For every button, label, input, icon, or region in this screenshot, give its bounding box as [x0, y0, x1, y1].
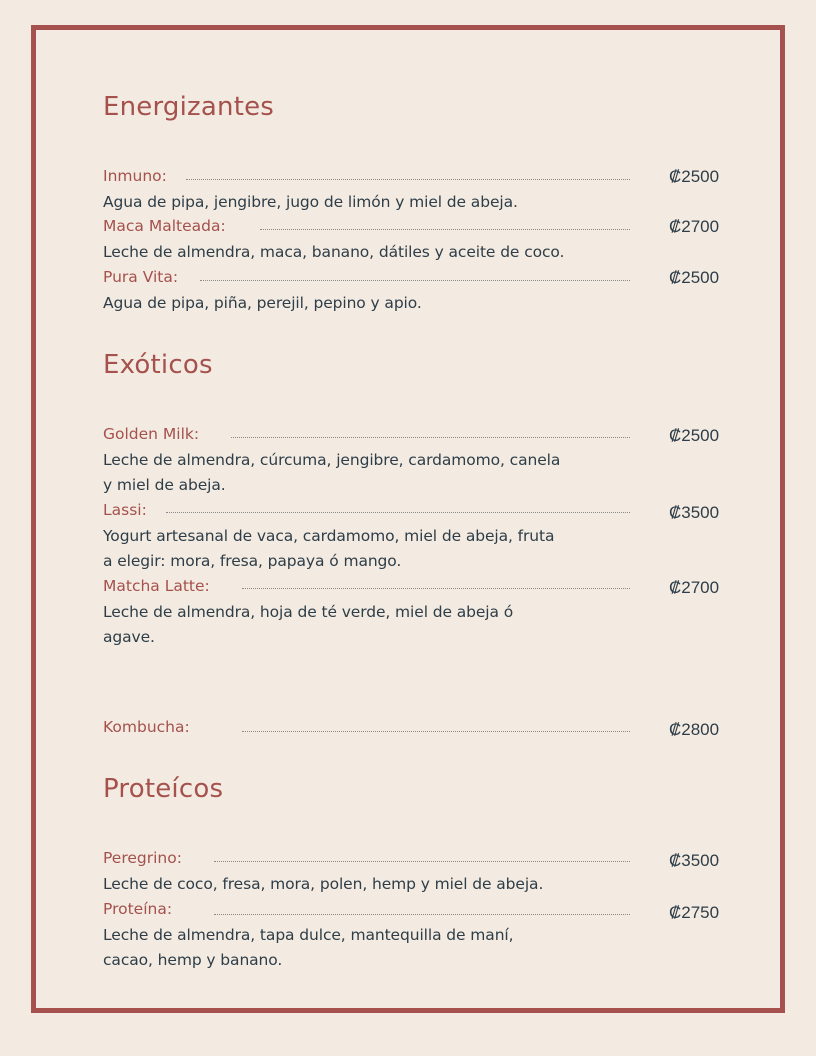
dot-leader: [260, 229, 630, 230]
description-line: Leche de almendra, hoja de té verde, miel de abeja ó: [103, 603, 514, 621]
description-line: y miel de abeja.: [103, 476, 226, 494]
description-line: agave.: [103, 628, 155, 646]
item-name-kombucha: Kombucha:: [103, 718, 190, 736]
dot-leader: [242, 731, 630, 732]
item-price-matcha-latte: ₡2700: [669, 578, 720, 597]
item-price-pura-vita: ₡2500: [669, 268, 720, 287]
item-price-proteina: ₡2750: [669, 903, 720, 922]
item-price-maca-malteada: ₡2700: [669, 217, 720, 236]
item-name-maca-malteada: Maca Malteada:: [103, 217, 226, 235]
item-description-proteina: [103, 923, 603, 973]
dot-leader: [200, 280, 630, 281]
dot-leader: [231, 437, 630, 438]
item-name-matcha-latte: Matcha Latte:: [103, 577, 210, 595]
item-name-inmuno: Inmuno:: [103, 167, 167, 185]
item-price-peregrino: ₡3500: [669, 851, 720, 870]
item-description-pura-vita: Agua de pipa, piña, perejil, pepino y apio.: [103, 294, 422, 312]
description-line: Yogurt artesanal de vaca, cardamomo, miel de abeja, fruta: [103, 527, 555, 545]
section-heading-exoticos: Exóticos: [103, 350, 213, 380]
item-name-peregrino: Peregrino:: [103, 849, 182, 867]
item-description-lassi: [103, 524, 603, 574]
description-line: a elegir: mora, fresa, papaya ó mango.: [103, 552, 402, 570]
item-description-matcha-latte: [103, 600, 603, 650]
dot-leader: [214, 914, 630, 915]
item-price-lassi: ₡3500: [669, 503, 720, 522]
item-description-maca-malteada: Leche de almendra, maca, banano, dátiles y aceite de coco.: [103, 243, 565, 261]
description-line: Leche de almendra, cúrcuma, jengibre, cardamomo, canela: [103, 451, 561, 469]
item-name-lassi: Lassi:: [103, 501, 147, 519]
item-description-inmuno: Agua de pipa, jengibre, jugo de limón y miel de abeja.: [103, 193, 518, 211]
dot-leader: [166, 512, 630, 513]
item-description-golden-milk: [103, 448, 603, 498]
section-heading-energizantes: Energizantes: [103, 92, 275, 122]
item-price-inmuno: ₡2500: [669, 167, 720, 186]
item-description-peregrino: Leche de coco, fresa, mora, polen, hemp y miel de abeja.: [103, 875, 544, 893]
dot-leader: [214, 861, 630, 862]
item-name-golden-milk: Golden Milk:: [103, 425, 200, 443]
item-price-golden-milk: ₡2500: [669, 426, 720, 445]
item-name-pura-vita: Pura Vita:: [103, 268, 179, 286]
dot-leader: [186, 179, 630, 180]
dot-leader: [242, 588, 630, 589]
item-price-kombucha: ₡2800: [669, 720, 720, 739]
description-line: Leche de almendra, tapa dulce, mantequilla de maní,: [103, 926, 514, 944]
section-heading-proteicos: Proteícos: [103, 774, 224, 804]
description-line: cacao, hemp y banano.: [103, 951, 283, 969]
item-name-proteina: Proteína:: [103, 900, 173, 918]
